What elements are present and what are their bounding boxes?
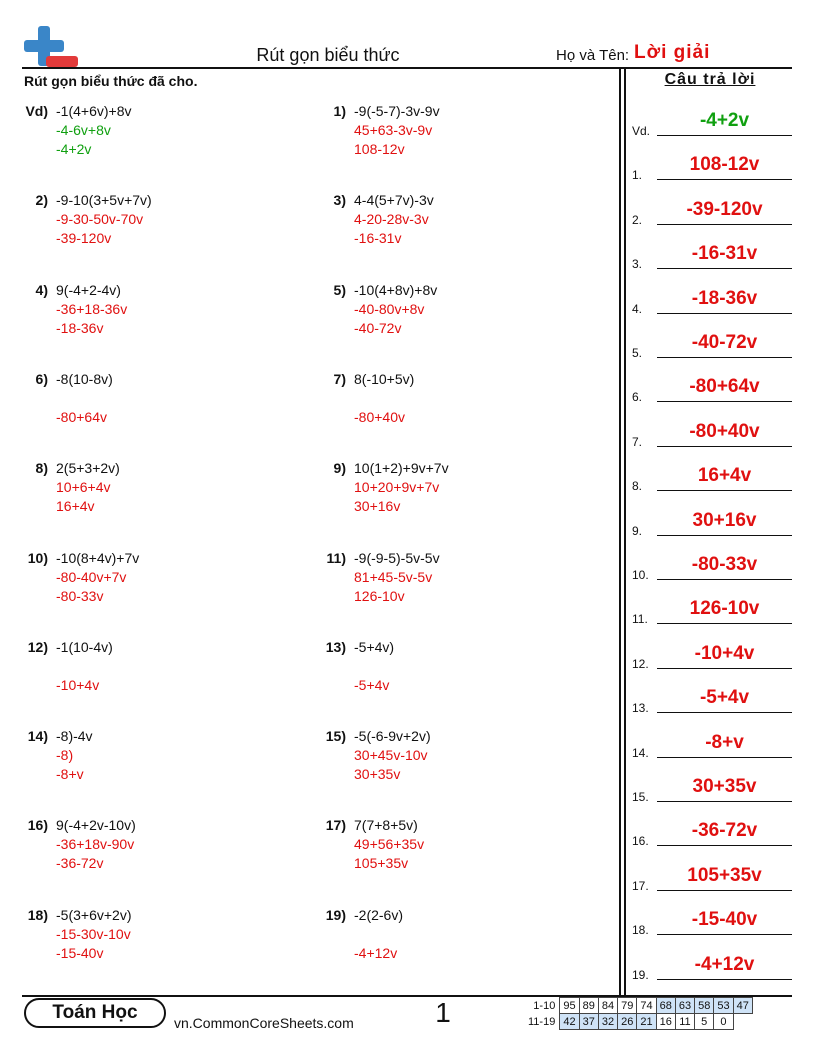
- answer-line: [657, 490, 792, 491]
- work-step: 10+20+9v+7v: [354, 479, 440, 495]
- score-cell: 68: [656, 998, 675, 1014]
- problem-number: 2): [35, 192, 48, 208]
- answer-line: [657, 357, 792, 358]
- answers-title: Câu trả lời: [664, 71, 756, 88]
- problem-number: 8): [35, 460, 48, 476]
- problem-number: 14): [27, 728, 48, 744]
- answer-row: [632, 687, 792, 715]
- problem-expression: -5(3+6v+2v): [56, 907, 132, 923]
- answer-label: 14.: [632, 746, 649, 760]
- score-cell: 53: [714, 998, 733, 1014]
- answer-value: -16-31v: [691, 243, 758, 264]
- answer-line: [657, 757, 792, 758]
- problem-number: 3): [333, 192, 346, 208]
- answer-label: 17.: [632, 879, 649, 893]
- answer-value: -36-72v: [691, 820, 758, 841]
- work-step: -4-6v+8v: [56, 122, 111, 138]
- problem-number: 7): [333, 371, 346, 387]
- answer-row: [632, 820, 792, 848]
- answer-line: [657, 845, 792, 846]
- answer-row: [632, 332, 792, 360]
- answer-row: [632, 865, 792, 893]
- problem-number: 5): [333, 282, 346, 298]
- score-cell: 11: [675, 1014, 694, 1030]
- answer-row: [632, 554, 792, 582]
- answer-line: [657, 135, 792, 136]
- answer-line: [657, 401, 792, 402]
- problem-expression: 7(7+8+5v): [354, 817, 418, 833]
- score-cell: 16: [656, 1014, 675, 1030]
- answer-value: -80-33v: [691, 554, 758, 575]
- problem-expression: -9(-5-7)-3v-9v: [354, 103, 440, 119]
- work-result: 30+35v: [354, 766, 401, 782]
- problem-number: 16): [27, 817, 48, 833]
- work-step: -40-80v+8v: [354, 301, 425, 317]
- work-result: -39-120v: [56, 230, 112, 246]
- work-step: 10+6+4v: [56, 479, 111, 495]
- answer-value: 30+35v: [692, 776, 757, 797]
- work-result: 108-12v: [354, 141, 405, 157]
- problem-number: 4): [35, 282, 48, 298]
- work-step: 49+56+35v: [354, 836, 425, 852]
- answer-label: 13.: [632, 701, 649, 715]
- answer-value: 16+4v: [697, 465, 752, 486]
- answer-label: 8.: [632, 479, 643, 493]
- score-cell: 47: [733, 998, 752, 1014]
- problem-expression: -2(2-6v): [354, 907, 404, 923]
- answer-value: -4+12v: [694, 954, 755, 975]
- score-cell: 0: [714, 1014, 733, 1030]
- answer-label: Vd.: [632, 124, 651, 138]
- work-step: 81+45-5v-5v: [354, 569, 433, 585]
- problem-number: 17): [325, 817, 346, 833]
- problem-expression: -10(4+8v)+8v: [354, 282, 438, 298]
- score-row-label: 11-19: [528, 1015, 556, 1028]
- instructions: Rút gọn biểu thức đã cho.: [24, 73, 198, 89]
- answer-line: [657, 313, 792, 314]
- problem-expression: 4-4(5+7v)-3v: [354, 192, 434, 208]
- score-cell: 79: [618, 998, 637, 1014]
- problem-expression: -5(-6-9v+2v): [354, 728, 431, 744]
- answer-row: [632, 598, 792, 626]
- problem-expression: -1(4+6v)+8v: [56, 103, 132, 119]
- answer-value: -80+40v: [689, 421, 760, 442]
- problem-expression: 9(-4+2v-10v): [56, 817, 136, 833]
- problem-number: 18): [27, 907, 48, 923]
- plus-minus-icon: [24, 24, 80, 70]
- answer-row: [632, 421, 792, 449]
- answer-row: [632, 510, 792, 538]
- top-divider: [22, 67, 792, 69]
- answer-line: [657, 623, 792, 624]
- answer-line: [657, 712, 792, 713]
- answer-line: [657, 890, 792, 891]
- answer-value: -15-40v: [691, 909, 758, 930]
- answer-row: [632, 465, 792, 493]
- problem-expression: -1(10-4v): [56, 639, 113, 655]
- work-result: -16-31v: [354, 230, 402, 246]
- answer-label: 6.: [632, 390, 643, 404]
- answer-label: 19.: [632, 968, 649, 982]
- answer-value: -39-120v: [686, 199, 763, 220]
- work-result: -15-40v: [56, 945, 104, 961]
- score-cell: 89: [579, 998, 598, 1014]
- work-result: -8+v: [56, 766, 84, 782]
- score-cell: 58: [695, 998, 714, 1014]
- answer-value: -18-36v: [691, 288, 758, 309]
- page-number: 1: [435, 997, 451, 1028]
- problem-number: Vd): [25, 103, 48, 119]
- answer-line: [657, 179, 792, 180]
- work-result: -80+64v: [56, 409, 107, 425]
- problem-expression: -9-10(3+5v+7v): [56, 192, 152, 208]
- work-step: -8): [56, 747, 74, 763]
- site-url: vn.CommonCoreSheets.com: [174, 1015, 354, 1031]
- problem-expression: 2(5+3+2v): [56, 460, 120, 476]
- problem-expression: 10(1+2)+9v+7v: [354, 460, 449, 476]
- answer-line: [657, 535, 792, 536]
- answer-label: 4.: [632, 302, 643, 316]
- answer-line: [657, 979, 792, 980]
- answer-label: 11.: [632, 612, 648, 626]
- answer-value: -40-72v: [691, 332, 758, 353]
- answer-label: 7.: [632, 435, 643, 449]
- worksheet-title: Rút gọn biểu thức: [256, 45, 400, 65]
- answer-value: -5+4v: [699, 687, 750, 708]
- score-cell: 21: [637, 1014, 656, 1030]
- problem-expression: -8(10-8v): [56, 371, 113, 387]
- work-step: -36+18-36v: [56, 301, 128, 317]
- answer-value: 108-12v: [689, 154, 760, 175]
- problem-number: 1): [333, 103, 346, 119]
- answer-row: [632, 732, 792, 760]
- work-step: -36+18v-90v: [56, 836, 135, 852]
- score-cell: 26: [618, 1014, 637, 1030]
- work-result: -5+4v: [354, 677, 390, 693]
- answer-value: -4+2v: [699, 110, 750, 131]
- answer-line: [657, 801, 792, 802]
- score-row-label: 1-10: [533, 999, 556, 1012]
- work-result: -4+12v: [354, 945, 398, 961]
- work-result: 105+35v: [354, 855, 409, 871]
- work-step: 4-20-28v-3v: [354, 211, 429, 227]
- answer-column-divider: [619, 67, 621, 995]
- answer-row: [632, 199, 792, 227]
- problem-number: 6): [35, 371, 48, 387]
- problem-number: 13): [325, 639, 346, 655]
- work-step: 30+45v-10v: [354, 747, 428, 763]
- answer-line: [657, 579, 792, 580]
- answer-row: [632, 243, 792, 271]
- answer-row: [632, 154, 792, 182]
- problem-expression: 8(-10+5v): [354, 371, 415, 387]
- answer-row: [632, 909, 792, 937]
- problem-expression: -10(8+4v)+7v: [56, 550, 140, 566]
- answer-line: [657, 224, 792, 225]
- score-cell: 74: [637, 998, 656, 1014]
- answer-value: -8+v: [705, 732, 744, 753]
- work-result: -10+4v: [56, 677, 100, 693]
- answer-line: [657, 446, 792, 447]
- answer-line: [657, 668, 792, 669]
- score-cell: 37: [579, 1014, 598, 1030]
- answer-row: [632, 288, 792, 316]
- answer-row: [632, 643, 792, 671]
- score-cell: 95: [560, 998, 579, 1014]
- answer-line: [657, 268, 792, 269]
- score-row: [528, 1014, 752, 1030]
- answer-label: 5.: [632, 346, 643, 360]
- work-step: 45+63-3v-9v: [354, 122, 433, 138]
- problem-number: 9): [333, 460, 346, 476]
- work-result: -80+40v: [354, 409, 405, 425]
- score-table: [528, 997, 753, 1030]
- answer-label: 2.: [632, 213, 643, 227]
- work-result: -36-72v: [56, 855, 104, 871]
- name-value: Lời giải: [634, 42, 711, 63]
- problem-number: 10): [27, 550, 48, 566]
- work-step: -9-30-50v-70v: [56, 211, 144, 227]
- score-cell: 84: [598, 998, 617, 1014]
- answer-label: 16.: [632, 834, 649, 848]
- answer-row: [632, 954, 792, 982]
- answer-label: 18.: [632, 923, 649, 937]
- problem-expression: -9(-9-5)-5v-5v: [354, 550, 440, 566]
- answer-label: 9.: [632, 524, 643, 538]
- answer-row: [632, 110, 792, 138]
- work-result: 126-10v: [354, 588, 405, 604]
- problem-number: 11): [326, 550, 346, 566]
- brand-badge: Toán Học: [24, 998, 166, 1028]
- answer-value: 105+35v: [687, 865, 762, 886]
- problem-expression: 9(-4+2-4v): [56, 282, 121, 298]
- work-result: -4+2v: [56, 141, 92, 157]
- answer-label: 15.: [632, 790, 649, 804]
- answer-row: [632, 376, 792, 404]
- answer-value: -10+4v: [694, 643, 755, 664]
- work-result: -18-36v: [56, 320, 104, 336]
- score-cell: 42: [560, 1014, 579, 1030]
- answer-value: 126-10v: [689, 598, 760, 619]
- answer-value: 30+16v: [692, 510, 757, 531]
- work-result: 16+4v: [56, 498, 95, 514]
- problem-expression: -8)-4v: [56, 728, 93, 744]
- score-cell: 63: [675, 998, 694, 1014]
- name-label: Họ và Tên:: [556, 47, 630, 64]
- answer-label: 10.: [632, 568, 649, 582]
- problem-expression: -5+4v): [354, 639, 395, 655]
- answer-line: [657, 934, 792, 935]
- score-cell: 5: [695, 1014, 714, 1030]
- answer-label: 3.: [632, 257, 643, 271]
- work-step: -15-30v-10v: [56, 926, 131, 942]
- problem-number: 19): [325, 907, 346, 923]
- answer-label: 12.: [632, 657, 649, 671]
- answer-label: 1.: [632, 168, 643, 182]
- answer-row: [632, 776, 792, 804]
- problem-number: 15): [325, 728, 346, 744]
- work-step: -80-40v+7v: [56, 569, 127, 585]
- answer-value: -80+64v: [689, 376, 760, 397]
- work-result: -80-33v: [56, 588, 104, 604]
- score-cell: 32: [598, 1014, 617, 1030]
- answer-column-divider: [624, 67, 626, 995]
- work-result: 30+16v: [354, 498, 401, 514]
- score-row: [528, 998, 752, 1014]
- work-result: -40-72v: [354, 320, 402, 336]
- problem-number: 12): [27, 639, 48, 655]
